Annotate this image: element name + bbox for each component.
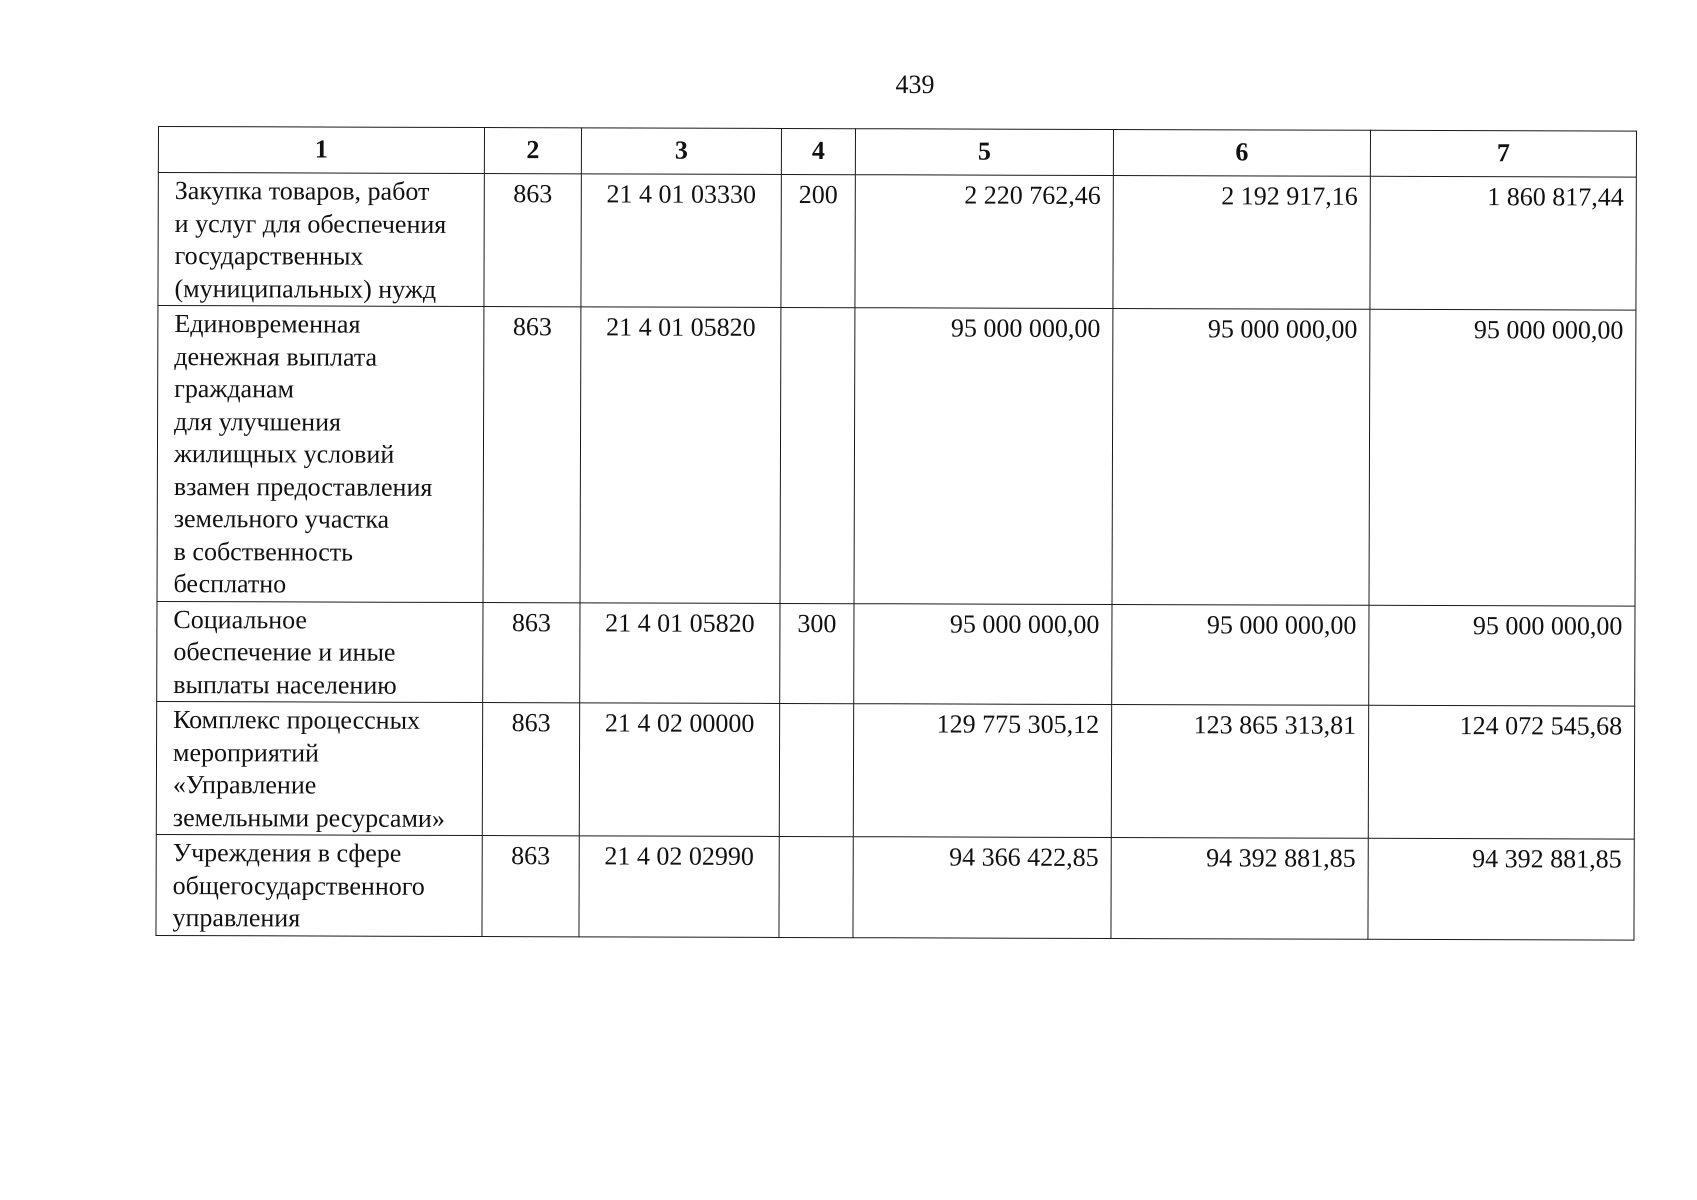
row-name-line: управления [172, 903, 301, 933]
row-name-cell [156, 834, 482, 936]
ministry-code-cell: 863 [483, 307, 581, 603]
ministry-code-cell: 863 [483, 602, 580, 703]
amount-col5-cell: 2 220 762,46 [855, 175, 1113, 309]
amount-col5-cell: 95 000 000,00 [854, 308, 1113, 604]
row-name-line: и услуг для обеспечения [174, 208, 447, 239]
row-name-line: жилищных условий [173, 439, 395, 469]
row-name-cell [158, 173, 484, 307]
budget-table [155, 126, 1637, 940]
amount-col5-cell: 95 000 000,00 [854, 603, 1112, 704]
row-name-cell [157, 306, 484, 603]
column-header: 7 [1370, 130, 1636, 177]
target-article-cell: 21 4 01 05820 [580, 602, 780, 703]
row-name-line: Единовременная [174, 309, 361, 339]
page-number: 439 [895, 70, 935, 99]
row-name-line: Закупка товаров, работ [174, 176, 430, 206]
ministry-code-cell: 863 [482, 836, 579, 937]
amount-col6-cell: 95 000 000,00 [1112, 309, 1370, 605]
row-name-line: Социальное [173, 604, 308, 634]
row-name-line: земельного участка [173, 504, 390, 534]
amount-col6-cell: 123 865 313,81 [1111, 704, 1368, 838]
amount-col7-cell: 95 000 000,00 [1369, 605, 1635, 706]
row-name-cell [157, 601, 483, 703]
table-row [156, 834, 1634, 939]
column-header: 4 [781, 128, 855, 174]
amount-col6-cell: 2 192 917,16 [1113, 176, 1370, 310]
expense-kind-cell [779, 703, 853, 836]
row-name-line: государственных [174, 241, 364, 271]
amount-col7-cell: 124 072 545,68 [1368, 705, 1634, 839]
target-article-cell: 21 4 01 03330 [581, 174, 781, 308]
ministry-code-cell: 863 [484, 174, 581, 307]
amount-col7-cell: 94 392 881,85 [1368, 838, 1634, 939]
expense-kind-cell [779, 836, 853, 937]
row-name-line: Учреждения в сфере [172, 838, 402, 868]
column-header: 3 [581, 128, 781, 175]
target-article-cell: 21 4 02 02990 [579, 836, 779, 937]
row-name-line: Комплекс процессных [173, 705, 421, 735]
row-name-line: гражданам [174, 374, 295, 404]
table-header-row [158, 127, 1636, 178]
amount-col6-cell: 95 000 000,00 [1112, 604, 1369, 705]
column-header: 5 [855, 129, 1113, 176]
column-header: 6 [1113, 130, 1370, 177]
column-header: 1 [158, 127, 484, 174]
row-name-line: земельными ресурсами» [172, 802, 445, 833]
target-article-cell: 21 4 02 00000 [579, 703, 779, 837]
table-row [157, 306, 1636, 606]
expense-kind-cell [780, 307, 855, 603]
column-header: 2 [484, 128, 581, 174]
amount-col7-cell: 1 860 817,44 [1370, 176, 1636, 310]
table-row [158, 173, 1636, 311]
row-name-line: для улучшения [174, 406, 342, 437]
amount-col6-cell: 94 392 881,85 [1111, 837, 1368, 938]
amount-col5-cell: 94 366 422,85 [853, 837, 1111, 938]
row-name-line: общегосударственного [172, 870, 425, 901]
row-name-line: (муниципальных) нужд [174, 273, 437, 304]
table-row [157, 601, 1635, 706]
ministry-code-cell: 863 [482, 703, 579, 836]
row-name-line: мероприятий [172, 737, 320, 768]
row-name-line: бесплатно [173, 569, 287, 599]
expense-kind-cell: 200 [781, 174, 855, 307]
row-name-line: денежная выплата [174, 341, 378, 372]
row-name-line: взамен предоставления [173, 471, 433, 502]
row-name-cell [156, 701, 482, 835]
row-name-line: выплаты населению [173, 669, 397, 700]
row-name-line: обеспечение и иные [173, 637, 396, 667]
row-name-line: «Управление [172, 770, 317, 800]
target-article-cell: 21 4 01 05820 [580, 307, 781, 603]
amount-col5-cell: 129 775 305,12 [853, 704, 1111, 838]
row-name-line: в собственность [173, 536, 354, 567]
table-row [156, 701, 1634, 839]
amount-col7-cell: 95 000 000,00 [1369, 309, 1636, 605]
expense-kind-cell: 300 [780, 603, 854, 704]
